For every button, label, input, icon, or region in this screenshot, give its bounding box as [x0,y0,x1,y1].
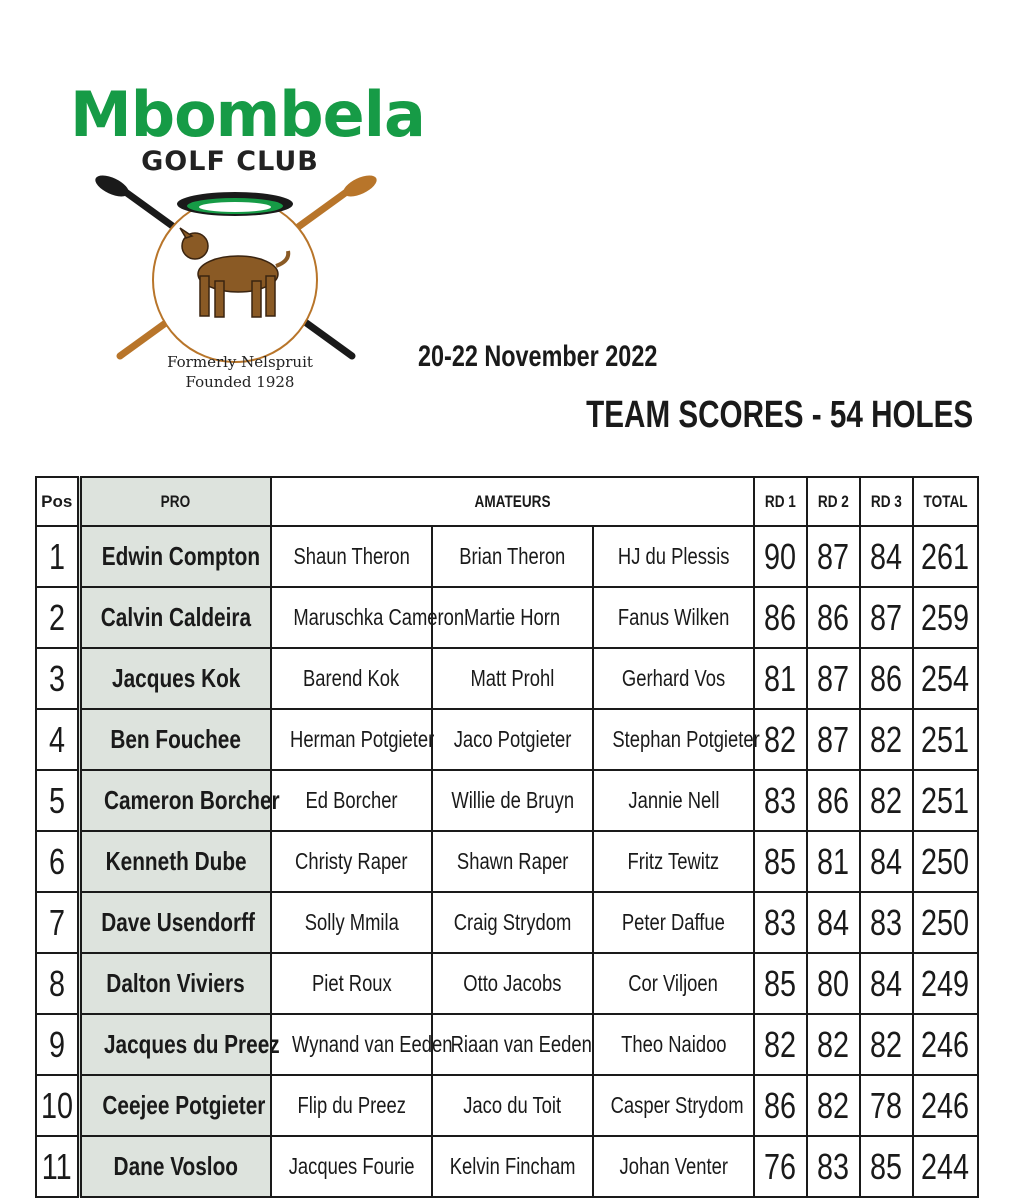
table-row [36,1075,978,1136]
amateur-cell-1: Christy Raper [271,831,432,892]
rd3-cell: 84 [860,953,913,1014]
amateur-cell-2: Matt Prohl [432,648,593,709]
total-cell: 261 [913,526,978,587]
header-rd1: RD 1 [754,477,807,526]
table-row [36,526,978,587]
club-logo [70,78,425,400]
pro-cell: Dane Vosloo [79,1136,271,1197]
rd3-cell: 83 [860,892,913,953]
table-row [36,648,978,709]
amateur-cell-3: Gerhard Vos [593,648,754,709]
amateur-cell-1: Flip du Preez [271,1075,432,1136]
rd2-cell: 83 [807,1136,860,1197]
rd3-cell: 82 [860,770,913,831]
header-rd3: RD 3 [860,477,913,526]
total-cell: 246 [913,1014,978,1075]
rd2-cell: 87 [807,526,860,587]
header-pos: Pos [36,477,79,526]
table-row [36,892,978,953]
rd2-cell: 87 [807,648,860,709]
pro-cell: Edwin Compton [79,526,271,587]
rd2-cell: 86 [807,770,860,831]
amateur-cell-2: Otto Jacobs [432,953,593,1014]
pro-cell: Cameron Borcher [79,770,271,831]
amateur-cell-2: Willie de Bruyn [432,770,593,831]
rd2-cell: 86 [807,587,860,648]
rd1-cell: 82 [754,1014,807,1075]
header-total: TOTAL [913,477,978,526]
rd3-cell: 86 [860,648,913,709]
table-header-row [36,477,978,526]
pos-cell: 2 [36,587,79,648]
rd1-cell: 82 [754,709,807,770]
pro-cell: Ben Fouchee [79,709,271,770]
amateur-cell-1: Jacques Fourie [271,1136,432,1197]
rd3-cell: 84 [860,831,913,892]
amateur-cell-2: Craig Strydom [432,892,593,953]
logo-emblem-icon [90,176,380,366]
pos-cell: 7 [36,892,79,953]
rd1-cell: 81 [754,648,807,709]
amateur-cell-2: Shawn Raper [432,831,593,892]
table-row [36,953,978,1014]
pro-cell: Ceejee Potgieter [79,1075,271,1136]
amateur-cell-3: Peter Daffue [593,892,754,953]
header-amateurs: AMATEURS [271,477,754,526]
amateur-cell-1: Herman Potgieter [271,709,432,770]
rd1-cell: 83 [754,770,807,831]
page-title: TEAM SCORES - 54 HOLES [585,394,973,436]
amateur-cell-2: Brian Theron [432,526,593,587]
rd3-cell: 82 [860,709,913,770]
total-cell: 249 [913,953,978,1014]
rd1-cell: 85 [754,831,807,892]
pos-cell: 6 [36,831,79,892]
logo-founded-text: Founded 1928 [185,373,295,391]
amateur-cell-3: HJ du Plessis [593,526,754,587]
amateur-cell-3: Fritz Tewitz [593,831,754,892]
table-row [36,1136,978,1197]
pos-cell: 10 [36,1075,79,1136]
pos-cell: 4 [36,709,79,770]
amateur-cell-3: Johan Venter [593,1136,754,1197]
logo-wordmark: Mbombela [70,78,425,151]
total-cell: 251 [913,770,978,831]
pro-cell: Kenneth Dube [79,831,271,892]
rd1-cell: 76 [754,1136,807,1197]
rd2-cell: 84 [807,892,860,953]
header-rd2: RD 2 [807,477,860,526]
table-row [36,587,978,648]
amateur-cell-2: Riaan van Eeden [432,1014,593,1075]
pro-cell: Dalton Viviers [79,953,271,1014]
amateur-cell-3: Fanus Wilken [593,587,754,648]
total-cell: 244 [913,1136,978,1197]
amateur-cell-1: Maruschka Cameron [271,587,432,648]
pos-cell: 11 [36,1136,79,1197]
pos-cell: 3 [36,648,79,709]
rd1-cell: 90 [754,526,807,587]
rd3-cell: 78 [860,1075,913,1136]
total-cell: 246 [913,1075,978,1136]
rd3-cell: 82 [860,1014,913,1075]
amateur-cell-2: Jaco Potgieter [432,709,593,770]
rd2-cell: 82 [807,1075,860,1136]
amateur-cell-2: Kelvin Fincham [432,1136,593,1197]
amateur-cell-2: Martie Horn [432,587,593,648]
rd2-cell: 80 [807,953,860,1014]
rd2-cell: 81 [807,831,860,892]
total-cell: 251 [913,709,978,770]
amateur-cell-3: Cor Viljoen [593,953,754,1014]
amateur-cell-1: Solly Mmila [271,892,432,953]
event-date: 20-22 November 2022 [418,340,658,373]
team-scores-table [35,476,979,1198]
amateur-cell-3: Jannie Nell [593,770,754,831]
table-row [36,770,978,831]
rd3-cell: 84 [860,526,913,587]
rd3-cell: 85 [860,1136,913,1197]
pro-cell: Jacques Kok [79,648,271,709]
table-row [36,1014,978,1075]
amateur-cell-1: Barend Kok [271,648,432,709]
logo-formerly-text: Formerly Nelspruit [167,353,313,371]
pos-cell: 5 [36,770,79,831]
amateur-cell-1: Wynand van Eeden [271,1014,432,1075]
amateur-cell-3: Stephan Potgieter [593,709,754,770]
logo-subtitle: GOLF CLUB [141,146,319,177]
amateur-cell-1: Shaun Theron [271,526,432,587]
rd1-cell: 85 [754,953,807,1014]
amateur-cell-3: Casper Strydom [593,1075,754,1136]
table-row [36,831,978,892]
rd1-cell: 86 [754,587,807,648]
total-cell: 250 [913,831,978,892]
total-cell: 259 [913,587,978,648]
amateur-cell-3: Theo Naidoo [593,1014,754,1075]
pro-cell: Calvin Caldeira [79,587,271,648]
rd1-cell: 86 [754,1075,807,1136]
amateur-cell-2: Jaco du Toit [432,1075,593,1136]
table-row [36,709,978,770]
total-cell: 254 [913,648,978,709]
rd1-cell: 83 [754,892,807,953]
rd3-cell: 87 [860,587,913,648]
rd2-cell: 82 [807,1014,860,1075]
amateur-cell-1: Piet Roux [271,953,432,1014]
amateur-cell-1: Ed Borcher [271,770,432,831]
header-pro: PRO [79,477,271,526]
pro-cell: Jacques du Preez [79,1014,271,1075]
pos-cell: 9 [36,1014,79,1075]
total-cell: 250 [913,892,978,953]
rd2-cell: 87 [807,709,860,770]
pos-cell: 8 [36,953,79,1014]
pos-cell: 1 [36,526,79,587]
pro-cell: Dave Usendorff [79,892,271,953]
